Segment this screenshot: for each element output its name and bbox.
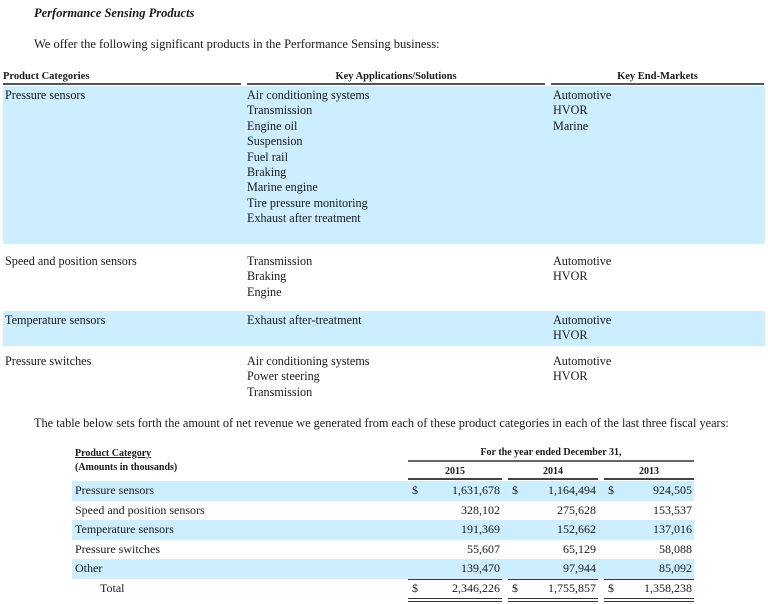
products-table bbox=[3, 70, 765, 406]
total-double-rule bbox=[604, 598, 694, 602]
markets-cell bbox=[553, 88, 611, 134]
row-label: Pressure switches bbox=[75, 541, 160, 556]
value-2013: 924,505 bbox=[653, 483, 692, 497]
header-key-end-markets: Key End-Markets bbox=[551, 70, 764, 85]
category-cell: Speed and position sensors bbox=[5, 254, 137, 268]
value-2015: 1,631,678 bbox=[452, 483, 500, 497]
currency-symbol: $ bbox=[412, 483, 418, 497]
application-item: Transmission bbox=[247, 254, 313, 268]
row-label: Other bbox=[75, 561, 103, 575]
application-item: Engine bbox=[247, 284, 282, 299]
value-2014: 275,628 bbox=[557, 502, 596, 517]
currency-symbol: $ bbox=[608, 580, 614, 595]
revenue-intro-paragraph: The table below sets forth the amount of net revenue we generated from each of these product categories in each of the last three fiscal years: bbox=[34, 416, 729, 430]
market-item: HVOR bbox=[553, 328, 588, 343]
value-2014: 152,662 bbox=[557, 522, 596, 536]
applications-cell bbox=[247, 254, 312, 300]
revenue-row-pressure-switches bbox=[72, 540, 694, 560]
market-item: Marine bbox=[553, 118, 589, 133]
row-label: Speed and position sensors bbox=[75, 502, 205, 517]
application-item: Marine engine bbox=[247, 180, 318, 195]
market-item: Automotive bbox=[553, 354, 612, 368]
applications-cell bbox=[247, 313, 361, 328]
products-row-pressure-sensors bbox=[3, 86, 765, 244]
revenue-row-speed-position-sensors bbox=[72, 501, 694, 521]
currency-symbol: $ bbox=[512, 483, 518, 497]
application-item: Engine oil bbox=[247, 118, 298, 133]
total-rule bbox=[408, 579, 502, 580]
markets-cell bbox=[553, 313, 611, 344]
value-2014: 1,164,494 bbox=[548, 483, 596, 497]
revenue-header-category bbox=[75, 447, 177, 475]
total-2015: 2,346,226 bbox=[452, 580, 500, 595]
applications-cell bbox=[247, 88, 370, 227]
value-2015: 55,607 bbox=[467, 541, 500, 556]
application-item: Braking bbox=[247, 269, 287, 284]
header-year-2014: 2014 bbox=[508, 465, 598, 480]
products-row-pressure-switches bbox=[3, 346, 765, 406]
header-product-category: Product Category bbox=[75, 448, 152, 459]
market-item: HVOR bbox=[553, 269, 588, 284]
market-item: Automotive bbox=[553, 88, 612, 102]
total-double-rule bbox=[508, 598, 598, 602]
intro-paragraph: We offer the following significant products in the Performance Sensing business: bbox=[34, 37, 440, 51]
currency-symbol: $ bbox=[512, 580, 518, 595]
applications-cell bbox=[247, 354, 370, 400]
application-item: Transmission bbox=[247, 384, 313, 399]
market-item: HVOR bbox=[553, 369, 588, 384]
total-2013: 1,358,238 bbox=[644, 580, 692, 595]
category-cell: Pressure sensors bbox=[5, 88, 86, 102]
market-item: HVOR bbox=[553, 103, 588, 118]
market-item: Automotive bbox=[553, 313, 612, 327]
application-item: Suspension bbox=[247, 134, 303, 149]
header-year-2013: 2013 bbox=[604, 465, 694, 480]
total-2014: 1,755,857 bbox=[548, 580, 596, 595]
application-item: Power steering bbox=[247, 369, 320, 384]
total-rule bbox=[508, 579, 598, 580]
value-2014: 65,129 bbox=[563, 541, 596, 556]
market-item: Automotive bbox=[553, 254, 612, 268]
application-item: Exhaust after treatment bbox=[247, 211, 361, 226]
value-2014: 97,944 bbox=[563, 561, 596, 575]
markets-cell bbox=[553, 254, 611, 285]
revenue-row-total bbox=[72, 579, 694, 601]
header-amounts-units: (Amounts in thousands) bbox=[75, 462, 178, 473]
currency-symbol: $ bbox=[412, 580, 418, 595]
row-label-total: Total bbox=[100, 580, 125, 595]
application-item: Air conditioning systems bbox=[247, 88, 370, 102]
application-item: Transmission bbox=[247, 103, 313, 118]
value-2013: 137,016 bbox=[653, 522, 692, 536]
row-label: Pressure sensors bbox=[75, 483, 154, 497]
value-2015: 328,102 bbox=[461, 502, 500, 517]
value-2013: 153,537 bbox=[653, 502, 692, 517]
section-title: Performance Sensing Products bbox=[34, 6, 195, 20]
application-item: Exhaust after-treatment bbox=[247, 313, 362, 327]
application-item: Air conditioning systems bbox=[247, 354, 370, 368]
products-row-speed-position-sensors bbox=[3, 244, 765, 311]
revenue-row-temperature-sensors bbox=[72, 520, 694, 540]
currency-symbol: $ bbox=[608, 483, 614, 497]
value-2015: 139,470 bbox=[461, 561, 500, 575]
total-rule bbox=[604, 579, 694, 580]
markets-cell bbox=[553, 354, 611, 385]
application-item: Tire pressure monitoring bbox=[247, 195, 368, 210]
value-2015: 191,369 bbox=[461, 522, 500, 536]
application-item: Fuel rail bbox=[247, 149, 288, 164]
revenue-row-other bbox=[72, 559, 694, 579]
value-2013: 58,088 bbox=[659, 541, 692, 556]
header-year-2015: 2015 bbox=[408, 465, 502, 480]
header-product-categories: Product Categories bbox=[3, 70, 241, 85]
application-item: Braking bbox=[247, 165, 287, 180]
revenue-row-pressure-sensors bbox=[72, 481, 694, 501]
category-cell: Temperature sensors bbox=[5, 313, 106, 327]
header-key-applications: Key Applications/Solutions bbox=[247, 70, 545, 85]
header-period: For the year ended December 31, bbox=[408, 446, 694, 462]
products-row-temperature-sensors bbox=[3, 311, 765, 346]
row-label: Temperature sensors bbox=[75, 522, 174, 536]
category-cell: Pressure switches bbox=[5, 354, 92, 368]
total-double-rule bbox=[408, 598, 502, 602]
value-2013: 85,092 bbox=[659, 561, 692, 575]
products-table-header bbox=[3, 70, 765, 84]
